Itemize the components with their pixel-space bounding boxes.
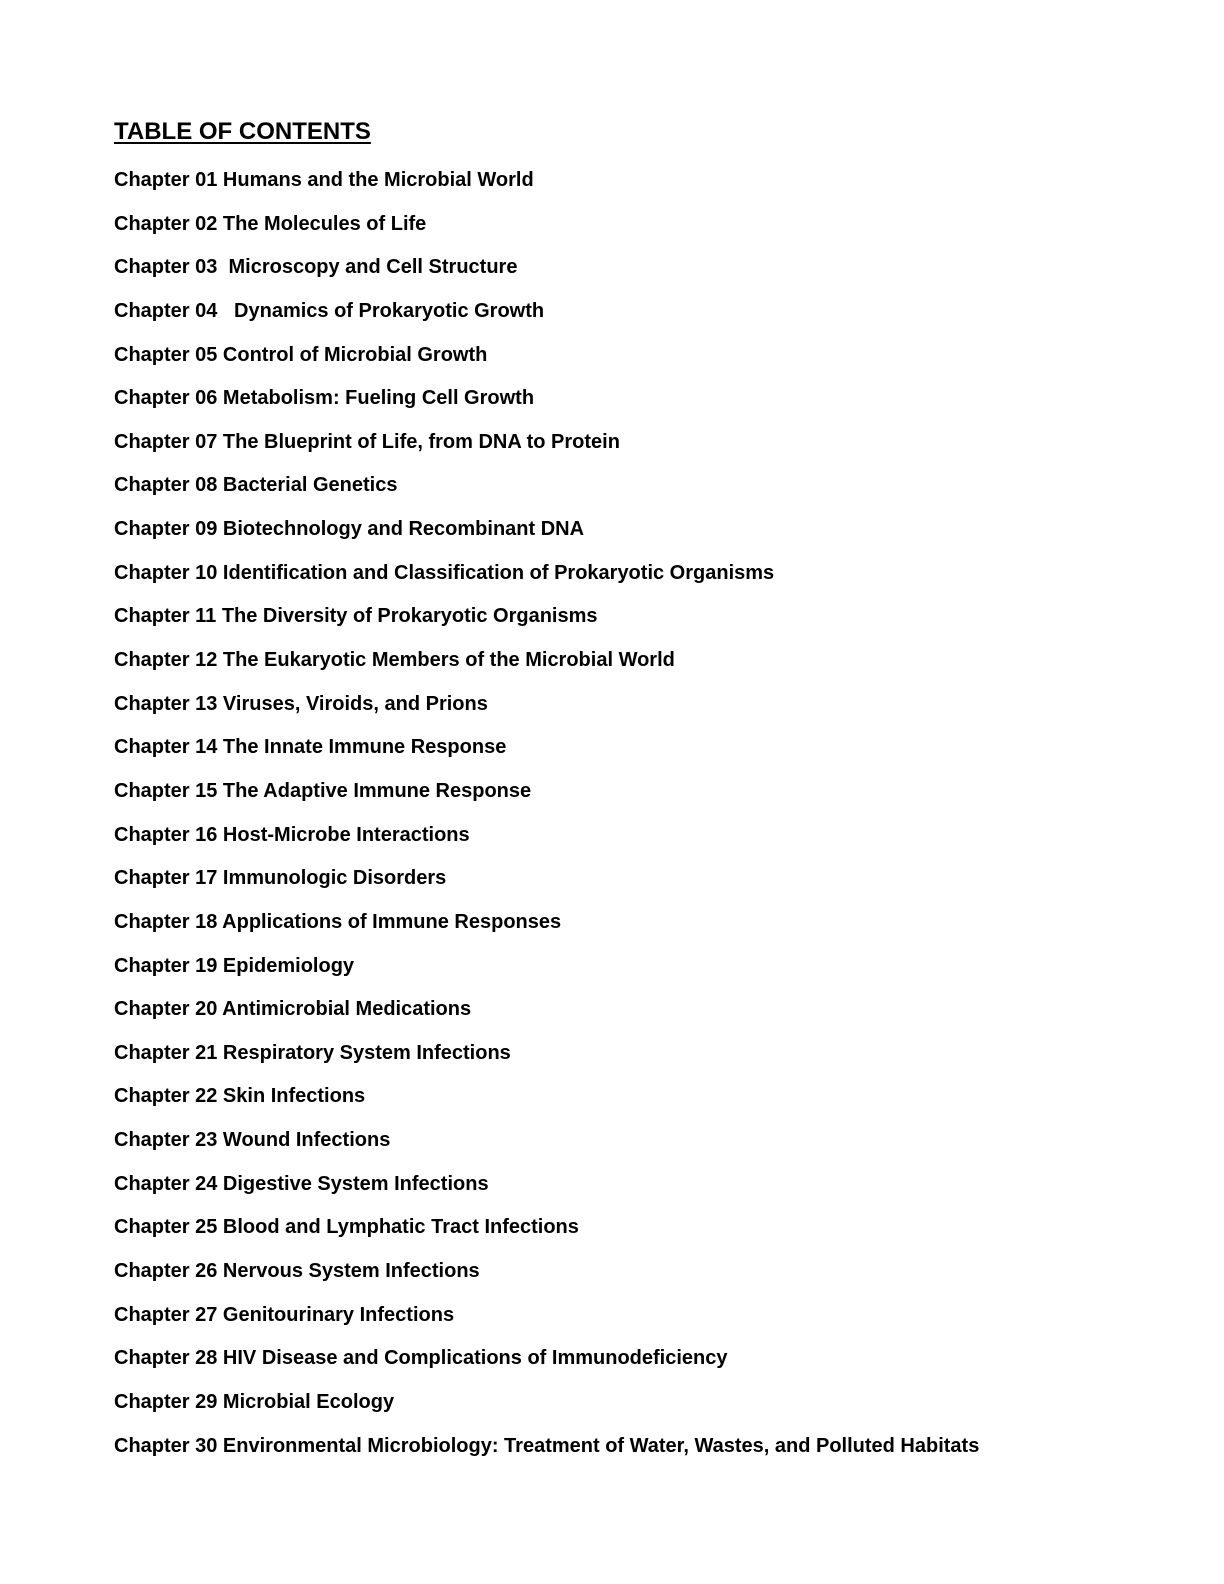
chapter-entry: Chapter 21 Respiratory System Infections: [114, 1041, 511, 1064]
chapter-entry: Chapter 11 The Diversity of Prokaryotic Organisms: [114, 605, 598, 628]
chapter-entry: Chapter 20 Antimicrobial Medications: [114, 998, 472, 1021]
toc-title: TABLE OF CONTENTS: [114, 118, 371, 145]
chapter-entry: Chapter 05 Control of Microbial Growth: [114, 343, 488, 366]
chapter-entry: Chapter 16 Host-Microbe Interactions: [114, 823, 470, 846]
chapter-entry: Chapter 01 Humans and the Microbial World: [114, 169, 534, 191]
chapter-entry: Chapter 25 Blood and Lymphatic Tract Infections: [114, 1216, 579, 1239]
chapter-list: [114, 166, 979, 1475]
chapter-entry: Chapter 29 Microbial Ecology: [114, 1390, 395, 1413]
chapter-entry: Chapter 03 Microscopy and Cell Structure: [114, 256, 518, 279]
chapter-entry: Chapter 17 Immunologic Disorders: [114, 867, 447, 890]
chapter-entry: Chapter 10 Identification and Classification of Prokaryotic Organisms: [114, 561, 775, 584]
chapter-entry: Chapter 19 Epidemiology: [114, 954, 355, 977]
chapter-entry: Chapter 09 Biotechnology and Recombinant DNA: [114, 518, 585, 541]
chapter-entry: Chapter 07 The Blueprint of Life, from DNA to Protein: [114, 430, 620, 453]
chapter-entry: Chapter 24 Digestive System Infections: [114, 1172, 489, 1195]
chapter-entry: Chapter 13 Viruses, Viroids, and Prions: [114, 692, 488, 715]
chapter-entry: Chapter 27 Genitourinary Infections: [114, 1303, 455, 1326]
chapter-entry: Chapter 22 Skin Infections: [114, 1085, 366, 1108]
chapter-entry: Chapter 18 Applications of Immune Responses: [114, 910, 562, 933]
chapter-entry: Chapter 15 The Adaptive Immune Response: [114, 779, 532, 802]
chapter-entry: Chapter 04 Dynamics of Prokaryotic Growth: [114, 299, 545, 322]
chapter-entry: Chapter 26 Nervous System Infections: [114, 1260, 480, 1283]
chapter-entry: Chapter 30 Environmental Microbiology: Treatment of Water, Wastes, and Polluted Habitats: [114, 1434, 980, 1457]
chapter-entry: Chapter 12 The Eukaryotic Members of the Microbial World: [114, 649, 675, 672]
chapter-entry: Chapter 23 Wound Infections: [114, 1129, 391, 1152]
chapter-entry: Chapter 28 HIV Disease and Complications of Immunodeficiency: [114, 1347, 728, 1370]
chapter-entry: Chapter 08 Bacterial Genetics: [114, 474, 398, 497]
chapter-entry: Chapter 14 The Innate Immune Response: [114, 736, 507, 759]
chapter-entry: Chapter 02 The Molecules of Life: [114, 212, 427, 235]
chapter-entry: Chapter 06 Metabolism: Fueling Cell Growth: [114, 387, 535, 410]
